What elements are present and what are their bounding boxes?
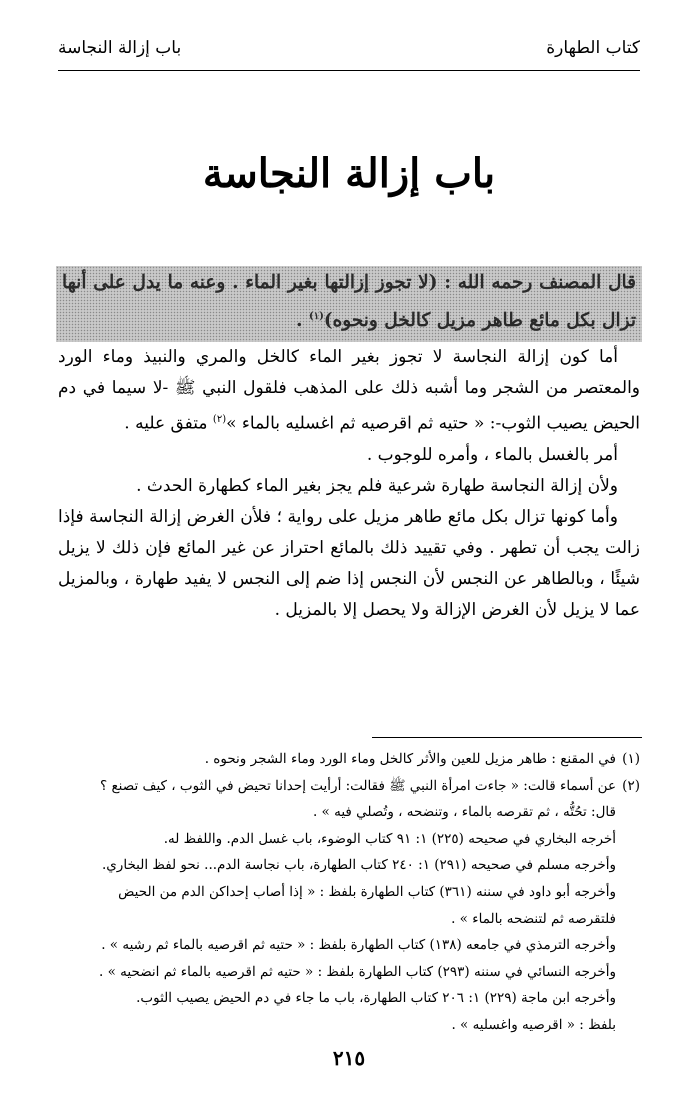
footnote-line [58,879,640,906]
footnote-text: في المقنع : طاهر مزيل للعين والأثر كالخل وماء الورد وماء الشجر ونحوه . [204,751,616,767]
paragraph [58,342,640,440]
footnote-text: وأخرجه ابن ماجة (٢٢٩) ١: ٢٠٦ كتاب الطهارة، باب ما جاء في دم الحيض يصيب الثوب. [136,990,616,1007]
footnote-line [58,1012,640,1039]
paragraph-text: ولأن إزالة النجاسة طهارة شرعية فلم يجز بغير الماء كطهارة الحدث . [136,475,618,496]
paragraph-text: متفق عليه . [124,413,213,434]
commentary-body [58,342,640,626]
footnote-ref-2: (٢) [212,414,227,425]
matn-end: . [296,310,309,332]
footnotes [58,746,640,1039]
header-rule [58,70,640,71]
footnote-number: (٢) [622,777,640,794]
paragraph-text: أمر بالغسل بالماء ، وأمره للوجوب . [366,444,618,465]
footnote-text: وأخرجه أبو داود في سننه (٣٦١) كتاب الطهارة بلفظ : « إذا أصاب إحداكن الدم من الحيض [118,883,616,900]
footnote-text: بلفظ : « اقرصيه واغسليه » . [451,1016,616,1033]
paragraph-text: وأما كونها تزال بكل مائع طاهر مزيل على رواية ؛ فلأن الغرض إزالة النجاسة فإذا زالت يجب أن تطهر . وفي تقييد ذلك بالمائع احتراز عن غير المائع فإن ذلك لا يزيل شيئًا ، وبالطاهر عن النجس لأن النجس إذا ضم إلى النجس لا يفيد طهارة ، وبالمزيل عما لا يزيل لأن الغرض الإزالة ولا يحصل إلا بالمزيل . [58,506,640,620]
footnote-line [58,826,640,853]
footnote-text: أخرجه البخاري في صحيحه (٢٢٥) ١: ٩١ كتاب الوضوء، باب غسل الدم. واللفظ له. [163,830,616,847]
page-number: ٢١٥ [332,1046,366,1070]
paragraph [58,440,640,471]
footnote-line [58,959,640,986]
paragraph-text: أما كون إزالة النجاسة لا تجوز بغير الماء كالخل والمري والنبيذ وماء الورد والمعتصر من الشجر وما أشبه ذلك على المذهب فلقول النبي ﷺ -لا سيما في دم الحيض يصيب الثوب-: « حتيه ثم اقرصيه ثم اغسليه بالماء » [58,347,640,434]
footnote [58,746,640,773]
header-chapter-title: باب إزالة النجاسة [58,38,182,58]
footnote-text: وأخرجه النسائي في سننه (٢٩٣) كتاب الطهارة بلفظ : « حتيه ثم اقرصيه بالماء ثم انضحيه » . [99,963,616,980]
footnote-line [58,906,640,933]
paragraph [58,471,640,502]
footnote [58,773,640,800]
footnote-number: (١) [622,751,640,767]
chapter-title: باب إزالة النجاسة [202,150,496,197]
footnote-text: عن أسماء قالت: « جاءت امرأة النبي ﷺ فقالت: أرأيت إحدانا تحيض في الثوب ، كيف تصنع ؟ [100,777,616,794]
running-header [58,38,640,68]
paragraph [58,502,640,626]
footnote-line [58,932,640,959]
footnote-text: وأخرجه مسلم في صحيحه (٢٩١) ١: ٢٤٠ كتاب الطهارة، باب نجاسة الدم... نحو لفظ البخاري. [101,857,616,874]
footnote-separator [372,737,642,738]
footnote-line [58,985,640,1012]
footnote-line [58,852,640,879]
matn-text-block [56,266,642,342]
footnote-text: فلتقرصه ثم لتنضحه بالماء » . [451,910,616,927]
footnote-text: وأخرجه الترمذي في جامعه (١٣٨) كتاب الطهارة بلفظ : « حتيه ثم اقرصيه بالماء ثم رشيه » . [101,937,616,954]
footnote-text: قال: تحُتُّه ، ثم تقرصه بالماء ، وتنضحه ، وتُصلي فيه » . [312,804,616,821]
footnote-ref-1: (١) [308,311,324,322]
matn-text: قال المصنف رحمه الله : (لا تجوز إزالتها بغير الماء . وعنه ما يدل على أنها تزال بكل مائع طاهر مزيل كالخل ونحوه) [62,272,636,332]
footnote-line [58,799,640,826]
header-book-title: كتاب الطهارة [546,38,640,58]
